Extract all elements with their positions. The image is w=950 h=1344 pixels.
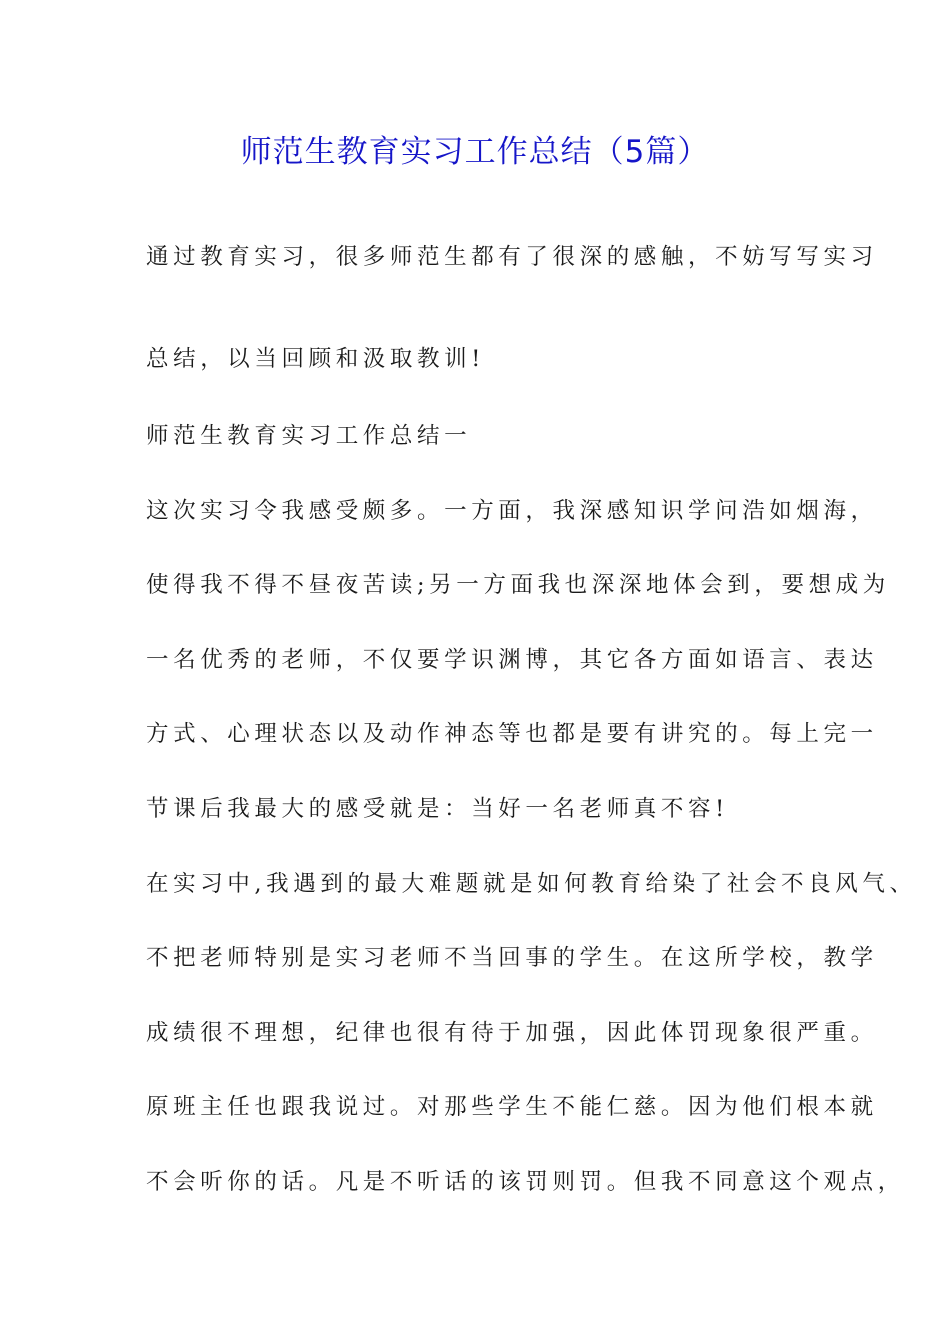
paragraph-line: 这次实习令我感受颇多。一方面，我深感知识学问浩如烟海，: [146, 498, 878, 524]
paragraph-line: 节课后我最大的感受就是：当好一名老师真不容!: [146, 796, 729, 822]
paragraph-line: 不会听你的话。凡是不听话的该罚则罚。但我不同意这个观点，: [146, 1169, 905, 1195]
section-heading: 师范生教育实习工作总结一: [146, 423, 472, 449]
paragraph-line: 原班主任也跟我说过。对那些学生不能仁慈。因为他们根本就: [146, 1094, 878, 1120]
paragraph-line: 通过教育实习，很多师范生都有了很深的感触，不妨写写实习: [146, 244, 878, 270]
paragraph-line: 使得我不得不昼夜苦读;另一方面我也深深地体会到，要想成为: [146, 572, 890, 598]
paragraph-line: 成绩很不理想，纪律也很有待于加强，因此体罚现象很严重。: [146, 1020, 878, 1046]
paragraph-line: 总结，以当回顾和汲取教训!: [146, 346, 485, 372]
paragraph-line: 一名优秀的老师，不仅要学识渊博，其它各方面如语言、表达: [146, 647, 878, 673]
document-title: 师范生教育实习工作总结（5篇）: [240, 134, 710, 170]
paragraph-line: 方式、心理状态以及动作神态等也都是要有讲究的。每上完一: [146, 721, 878, 747]
paragraph-line: 在实习中,我遇到的最大难题就是如何教育给染了社会不良风气、: [146, 871, 917, 897]
paragraph-line: 不把老师特别是实习老师不当回事的学生。在这所学校，教学: [146, 945, 878, 971]
